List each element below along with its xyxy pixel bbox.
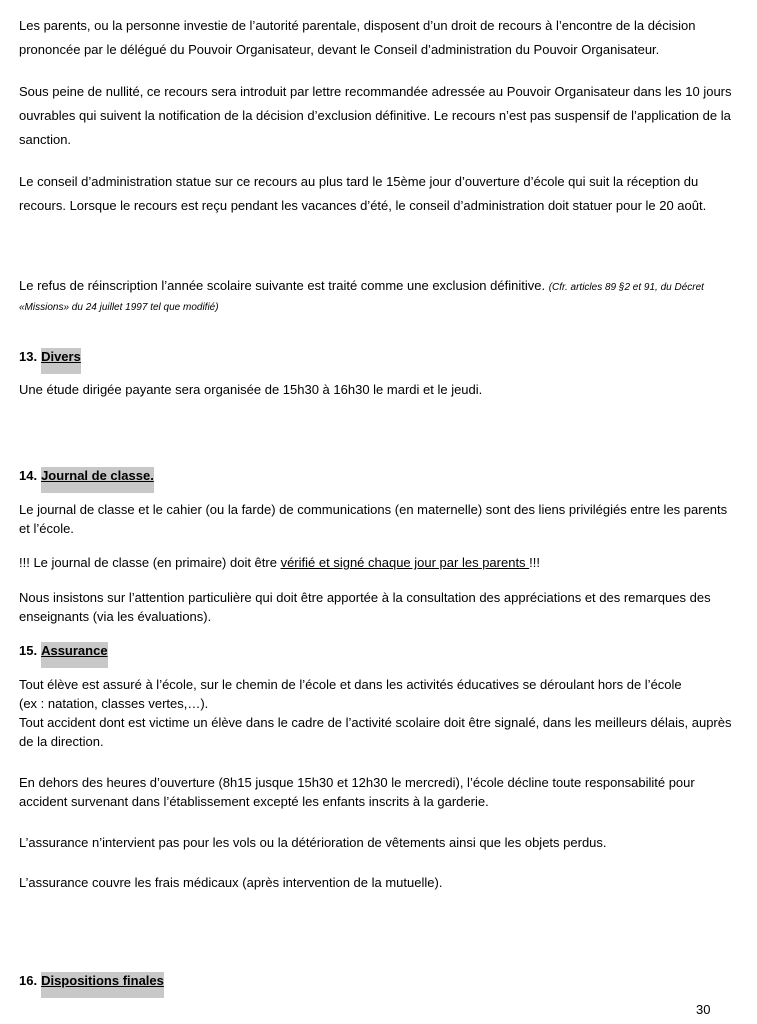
paragraph-frais-medicaux: L’assurance couvre les frais médicaux (après intervention de la mutuelle). [19, 875, 443, 890]
section-title: Divers [41, 348, 81, 374]
assurance-line-3: Tout accident dont est victime un élève dans le cadre de l’activité scolaire doit être signalé, dans les meilleurs délais, auprès de la direction. [19, 715, 732, 749]
journal-text-end: !!! [529, 555, 541, 570]
paragraph-refus-reinscription [19, 276, 737, 316]
paragraph-assurance-eleve [19, 675, 737, 751]
paragraph-journal-verifie [19, 553, 737, 572]
journal-text-start: !!! Le journal de classe (en primaire) doit être [19, 555, 281, 570]
refus-text: Le refus de réinscription l’année scolaire suivante est traité comme une exclusion définitive. [19, 278, 546, 293]
section-title: Journal de classe. [41, 467, 154, 493]
paragraph-attention-appreciations: Nous insistons sur l’attention particulière qui doit être apportée à la consultation des appréciations et des remarques des enseignants (via les évaluations). [19, 590, 711, 624]
paragraph-vols: L’assurance n’intervient pas pour les vols ou la détérioration de vêtements ainsi que les objets perdus. [19, 835, 607, 850]
section-15-heading [19, 642, 108, 668]
section-number: 16. [19, 973, 38, 988]
section-title: Dispositions finales [41, 972, 164, 998]
paragraph-conseil-statue: Le conseil d’administration statue sur ce recours au plus tard le 15ème jour d’ouverture d’école qui suit la réception du recours. Lorsque le recours est reçu pendant les vacances d’été, le conseil d’administration doit statuer pour le 20 août. [19, 174, 707, 213]
assurance-line-2: (ex : natation, classes vertes,…). [19, 696, 209, 711]
paragraph-recours-delai: Sous peine de nullité, ce recours sera introduit par lettre recommandée adressée au Pouvoir Organisateur dans les 10 jours ouvrables qui suivent la notification de la décision d’exclusion définitive. Le recours n’est pas suspensif de l’application de la sanction. [19, 84, 732, 147]
underlined-emphasis: vérifié et signé chaque jour par les parents [280, 555, 530, 570]
section-16-heading [19, 972, 164, 998]
page-number: 30 [696, 1002, 711, 1017]
paragraph-recours-droit: Les parents, ou la personne investie de l’autorité parentale, disposent d’un droit de recours à l’encontre de la décision prononcée par le délégué du Pouvoir Organisateur, devant le Conseil d’administration du Pouvoir Organisateur. [19, 18, 696, 57]
paragraph-journal-liens: Le journal de classe et le cahier (ou la farde) de communications (en maternelle) sont des liens privilégiés entre les parents et l’école. [19, 502, 728, 536]
section-14-heading [19, 467, 154, 493]
section-title: Assurance [41, 642, 107, 668]
section-13-heading [19, 348, 81, 374]
section-number: 14. [19, 468, 38, 483]
assurance-line-1: Tout élève est assuré à l’école, sur le chemin de l’école et dans les activités éducatives se déroulant hors de l’école [19, 677, 682, 692]
paragraph-heures-ouverture: En dehors des heures d’ouverture (8h15 jusque 15h30 et 12h30 le mercredi), l’école décline toute responsabilité pour accident survenant dans l’établissement excepté les enfants inscrits à la garderie. [19, 775, 695, 809]
section-number: 15. [19, 643, 38, 658]
legal-citation: (Cfr. articles 89 §2 et 91, du Décret «Missions» du 24 juillet 1997 tel que modifié) [19, 282, 704, 313]
paragraph-etude-dirigee: Une étude dirigée payante sera organisée de 15h30 à 16h30 le mardi et le jeudi. [19, 382, 483, 397]
section-number: 13. [19, 349, 38, 364]
